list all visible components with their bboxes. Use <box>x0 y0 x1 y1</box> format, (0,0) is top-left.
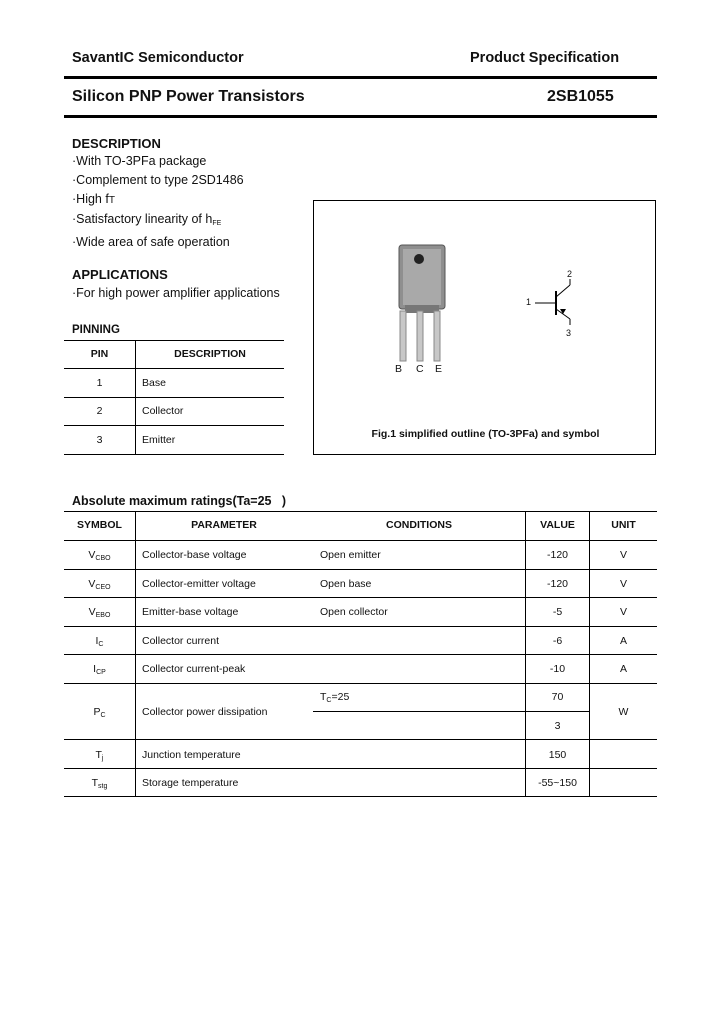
parameter-col-header: PARAMETER <box>191 519 257 531</box>
pin-table-rule <box>64 454 284 455</box>
lead-label-e: E <box>435 363 443 375</box>
ratings-rule <box>313 711 589 712</box>
parameter-cell: Storage temperature <box>142 777 239 789</box>
header-rule-bottom <box>64 115 657 118</box>
ratings-rule <box>64 683 657 684</box>
description-list <box>72 152 244 252</box>
pin-table-rule <box>64 397 284 398</box>
value-cell: 3 <box>554 720 561 732</box>
description-heading: DESCRIPTION <box>72 136 161 151</box>
conditions-cell: Open emitter <box>320 549 381 561</box>
feature-item: ·High fT <box>72 192 115 206</box>
pin-number: 1 <box>96 377 103 389</box>
ratings-heading: Absolute maximum ratings(Ta=25 ) <box>72 494 287 508</box>
ratings-rule <box>64 511 657 512</box>
feature-item: ·Complement to type 2SD1486 <box>72 173 244 187</box>
symbol-cell: $V_{EBO}$ <box>88 606 111 619</box>
parameter-cell: Collector-emitter voltage <box>142 578 256 590</box>
pin-table-rule <box>64 340 284 341</box>
value-cell: -120 <box>546 578 568 590</box>
pin-table-divider <box>135 340 136 454</box>
unit-cell: A <box>619 635 627 647</box>
pin-number: 2 <box>96 405 103 417</box>
pin-description: Emitter <box>142 434 176 446</box>
lead-label-c: C <box>416 363 424 375</box>
transistor-outline-image <box>314 201 657 456</box>
value-cell: -55~150 <box>538 777 577 789</box>
symbol-pin-2: 2 <box>567 269 573 279</box>
pin-table-rule <box>64 425 284 426</box>
ratings-rule <box>64 540 657 541</box>
feature-item: ·With TO-3PFa package <box>72 154 207 168</box>
parameter-cell: Collector current <box>142 635 220 647</box>
company-name: SavantIC Semiconductor <box>72 50 244 66</box>
value-cell: 150 <box>548 749 567 761</box>
unit-cell: V <box>619 549 627 561</box>
symbol-cell: $P_C$ <box>93 706 106 719</box>
doc-type: Product Specification <box>470 50 620 66</box>
symbol-cell: $I_C$ <box>95 635 104 648</box>
symbol-cell: $T_{stg}$ <box>91 777 108 790</box>
value-cell: -6 <box>552 635 563 647</box>
conditions-col-header: CONDITIONS <box>386 519 452 531</box>
pin-description: Collector <box>142 405 184 417</box>
symbol-pin-3: 3 <box>566 328 572 338</box>
unit-col-header: UNIT <box>611 519 636 531</box>
header-rule-top <box>64 76 657 79</box>
ratings-rule <box>64 739 657 740</box>
parameter-cell: Emitter-base voltage <box>142 606 239 618</box>
value-cell: 70 <box>551 691 564 703</box>
pin-description: Base <box>142 377 166 389</box>
pin-table-rule <box>64 368 284 369</box>
pinning-heading: PINNING <box>72 324 120 336</box>
conditions-cell: Open collector <box>320 606 388 618</box>
unit-cell: A <box>619 663 627 675</box>
ratings-rule <box>64 626 657 627</box>
ratings-rule <box>64 654 657 655</box>
symbol-cell: $T_j$ <box>95 749 104 762</box>
ratings-rule <box>64 796 657 797</box>
pin-number: 3 <box>96 434 103 446</box>
pin-col-header: PIN <box>90 348 109 360</box>
symbol-cell: $I_{CP}$ <box>93 663 106 676</box>
feature-item: ·Satisfactory linearity of $h_{FE}$ <box>72 212 222 227</box>
symbol-cell: $V_{CEO}$ <box>88 578 111 591</box>
ratings-rule <box>64 768 657 769</box>
figure-caption: Fig.1 simplified outline (TO-3PFa) and symbol <box>371 428 600 440</box>
application-item: ·For high power amplifier applications <box>72 286 280 300</box>
parameter-cell: Collector-base voltage <box>142 549 247 561</box>
figure-box <box>313 200 656 455</box>
part-number: 2SB1055 <box>547 88 614 105</box>
feature-item: ·Wide area of safe operation <box>72 235 230 249</box>
value-cell: -10 <box>549 663 566 675</box>
page-title: Silicon PNP Power Transistors <box>72 88 305 105</box>
conditions-cell: Open base <box>320 578 372 590</box>
parameter-cell: Junction temperature <box>142 749 241 761</box>
unit-cell: W <box>618 706 629 718</box>
value-col-header: VALUE <box>540 519 575 531</box>
ratings-rule <box>64 597 657 598</box>
symbol-cell: $V_{CBO}$ <box>88 549 111 562</box>
value-cell: -5 <box>552 606 563 618</box>
symbol-pin-1: 1 <box>526 297 532 307</box>
lead-label-b: B <box>395 363 403 375</box>
symbol-col-header: SYMBOL <box>77 519 122 531</box>
parameter-cell: Collector current-peak <box>142 663 246 675</box>
unit-cell: V <box>619 606 627 618</box>
ratings-rule <box>64 569 657 570</box>
unit-cell: V <box>619 578 627 590</box>
applications-heading: APPLICATIONS <box>72 267 168 282</box>
conditions-cell: $T_C=25$ <box>320 691 350 704</box>
value-cell: -120 <box>546 549 568 561</box>
parameter-cell: Collector power dissipation <box>142 706 268 718</box>
desc-col-header: DESCRIPTION <box>174 348 246 360</box>
